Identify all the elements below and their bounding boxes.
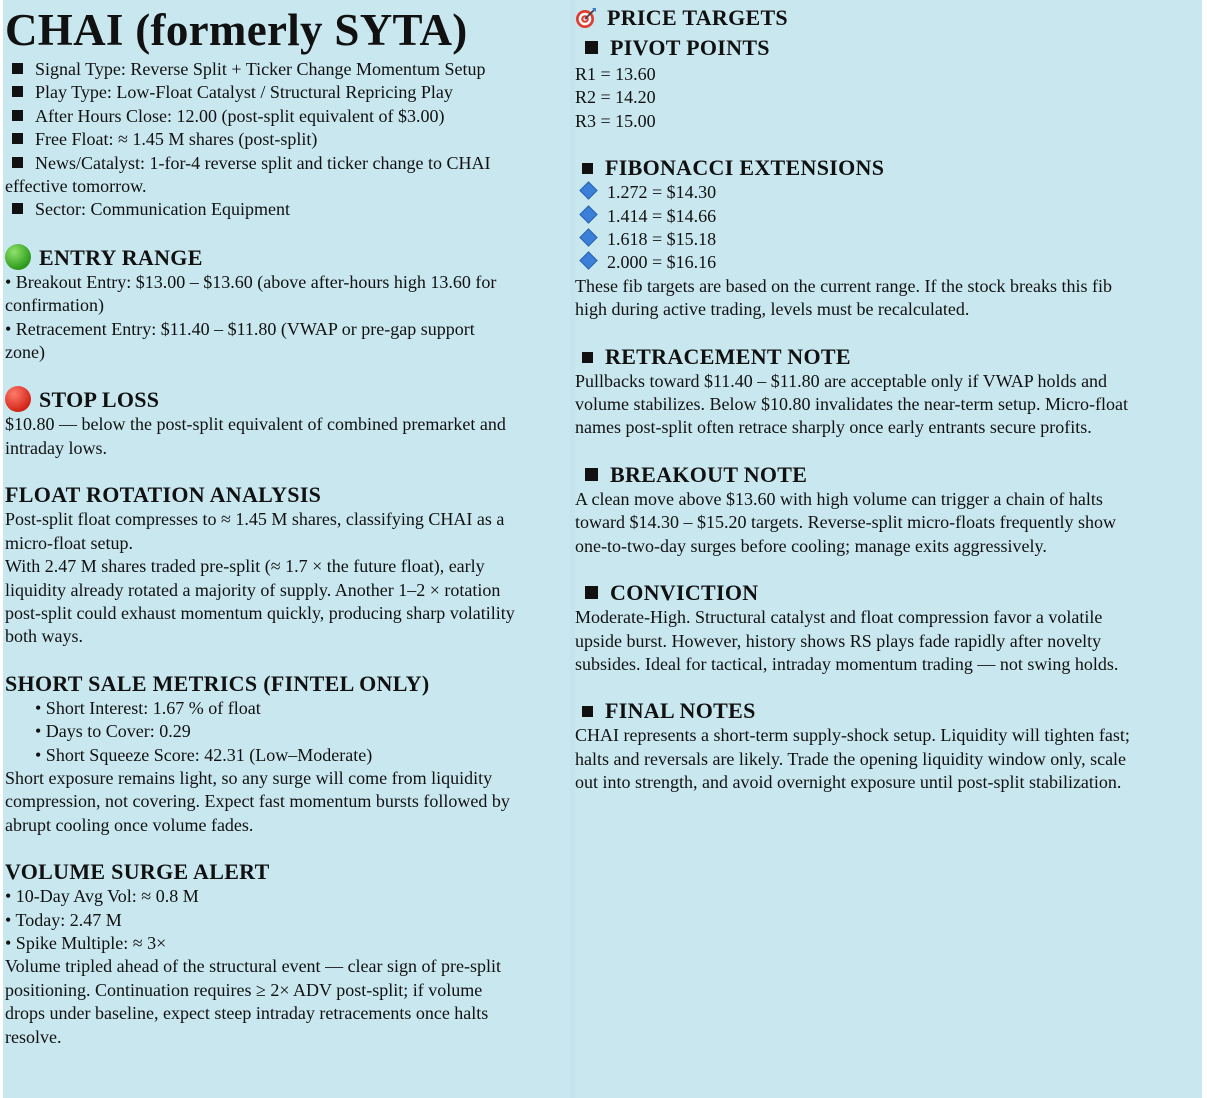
float-heading: FLOAT ROTATION ANALYSIS (5, 482, 322, 508)
entry-line: confirmation) (5, 295, 104, 316)
fib-item: 1.618 = $15.18 (575, 228, 1200, 251)
short-line: abrupt cooling once volume fades. (5, 814, 254, 835)
square-bullet-icon (582, 706, 593, 717)
stop-line: intraday lows. (5, 437, 107, 458)
breakout-line: toward $14.30 – $15.20 targets. Reverse-split micro-floats frequently show (575, 512, 1117, 533)
entry-line: • Retracement Entry: $11.40 – $11.80 (VWAP or pre-gap support (5, 318, 475, 339)
square-bullet-icon (585, 41, 598, 54)
square-bullet-icon (585, 468, 598, 481)
float-line: liquidity already rotated a majority of supply. Another 1–2 × rotation (5, 579, 501, 600)
intro-line: Sector: Communication Equipment (5, 198, 571, 221)
final-heading: FINAL NOTES (575, 698, 1200, 724)
fib-item: 2.000 = $16.16 (575, 251, 1200, 274)
green-circle-icon (5, 244, 31, 270)
volume-line: • 10-Day Avg Vol: ≈ 0.8 M (5, 886, 199, 907)
volume-line: drops under baseline, expect steep intraday retracements once halts (5, 1003, 489, 1024)
red-circle-icon (5, 386, 31, 412)
intro-line: Signal Type: Reverse Split + Ticker Change Momentum Setup (5, 58, 571, 81)
float-line: both ways. (5, 626, 83, 647)
pivot-line: R3 = 15.00 (575, 110, 656, 131)
intro-line: News/Catalyst: 1-for-4 reverse split and ticker change to CHAI (5, 152, 571, 175)
conviction-line: Moderate-High. Structural catalyst and float compression favor a volatile (575, 607, 1103, 628)
volume-line: Volume tripled ahead of the structural event — clear sign of pre-split (5, 956, 502, 977)
conviction-line: upside burst. However, history shows RS plays fade rapidly after novelty (575, 630, 1102, 651)
fib-line: These fib targets are based on the current range. If the stock breaks this fib (575, 275, 1112, 296)
conviction-heading: CONVICTION (575, 580, 1200, 606)
retracement-line: volume stabilizes. Below $10.80 invalidates the near-term setup. Micro-float (575, 394, 1128, 415)
breakout-line: one-to-two-day surges before cooling; manage exits aggressively. (575, 535, 1047, 556)
breakout-line: A clean move above $13.60 with high volume can trigger a chain of halts (575, 488, 1103, 509)
square-bullet-icon (12, 157, 23, 168)
short-bullet: • Short Interest: 1.67 % of float (35, 697, 261, 718)
square-bullet-icon (582, 163, 593, 174)
square-bullet-icon (12, 110, 23, 121)
entry-line: • Breakout Entry: $13.00 – $13.60 (above after-hours high 13.60 for (5, 271, 497, 292)
left-column (5, 0, 571, 1049)
square-bullet-icon (12, 133, 23, 144)
blue-diamond-icon (579, 182, 597, 200)
fib-item: 1.272 = $14.30 (575, 181, 1200, 204)
float-line: micro-float setup. (5, 532, 133, 553)
final-line: CHAI represents a short-term supply-shock setup. Liquidity will tighten fast; (575, 725, 1130, 746)
retracement-heading: RETRACEMENT NOTE (575, 344, 1200, 370)
right-column (575, 0, 1200, 795)
intro-line: effective tomorrow. (5, 176, 147, 197)
volume-line: • Spike Multiple: ≈ 3× (5, 932, 167, 953)
blue-diamond-icon (579, 252, 597, 270)
pivot-heading: PIVOT POINTS (575, 35, 1200, 61)
short-line: Short exposure remains light, so any surge will come from liquidity (5, 767, 493, 788)
dart-target-icon (575, 7, 597, 29)
entry-line: zone) (5, 342, 45, 363)
square-bullet-icon (12, 63, 23, 74)
document-page (3, 0, 1202, 1098)
entry-heading: ENTRY RANGE (5, 244, 571, 271)
retracement-line: names post-split often retrace sharply once early entrants secure profits. (575, 417, 1092, 438)
square-bullet-icon (12, 203, 23, 214)
float-line: post-split could exhaust momentum quickly, producing sharp volatility (5, 602, 515, 623)
float-line: Post-split float compresses to ≈ 1.45 M shares, classifying CHAI as a (5, 509, 505, 530)
volume-line: resolve. (5, 1026, 62, 1047)
volume-heading: VOLUME SURGE ALERT (5, 859, 270, 885)
intro-line: Play Type: Low-Float Catalyst / Structural Repricing Play (5, 81, 571, 104)
final-line: halts and reversals are likely. Trade the opening liquidity window only, scale (575, 748, 1127, 769)
square-bullet-icon (12, 86, 23, 97)
pivot-line: R1 = 13.60 (575, 64, 656, 84)
final-line: out into strength, and avoid overnight exposure until post-split stabilization. (575, 772, 1122, 793)
blue-diamond-icon (579, 228, 597, 246)
square-bullet-icon (585, 586, 598, 599)
blue-diamond-icon (579, 205, 597, 223)
page-title: CHAI (formerly SYTA) (5, 5, 468, 55)
float-line: With 2.47 M shares traded pre-split (≈ 1.7 × the future float), early (5, 556, 485, 577)
fib-item: 1.414 = $14.66 (575, 205, 1200, 228)
short-bullet: • Days to Cover: 0.29 (35, 721, 191, 742)
square-bullet-icon (582, 352, 593, 363)
volume-line: • Today: 2.47 M (5, 909, 122, 930)
short-heading: SHORT SALE METRICS (FINTEL ONLY) (5, 670, 430, 696)
short-line: compression, not covering. Expect fast momentum bursts followed by (5, 791, 510, 812)
short-bullet: • Short Squeeze Score: 42.31 (Low–Moderate) (35, 744, 373, 765)
price-targets-heading: PRICE TARGETS (575, 5, 1200, 31)
fib-heading: FIBONACCI EXTENSIONS (575, 155, 1200, 181)
volume-line: positioning. Continuation requires ≥ 2× ADV post-split; if volume (5, 979, 483, 1000)
pivot-line: R2 = 14.20 (575, 87, 656, 108)
stop-line: $10.80 — below the post-split equivalent of combined premarket and (5, 414, 506, 435)
stop-heading: STOP LOSS (5, 386, 571, 413)
retracement-line: Pullbacks toward $11.40 – $11.80 are acceptable only if VWAP holds and (575, 370, 1108, 391)
fib-line: high during active trading, levels must be recalculated. (575, 299, 970, 320)
intro-line: Free Float: ≈ 1.45 M shares (post-split) (5, 128, 571, 151)
intro-line: After Hours Close: 12.00 (post-split equivalent of $3.00) (5, 105, 571, 128)
breakout-heading: BREAKOUT NOTE (575, 462, 1200, 488)
conviction-line: subsides. Ideal for tactical, intraday momentum trading — not swing holds. (575, 653, 1119, 674)
